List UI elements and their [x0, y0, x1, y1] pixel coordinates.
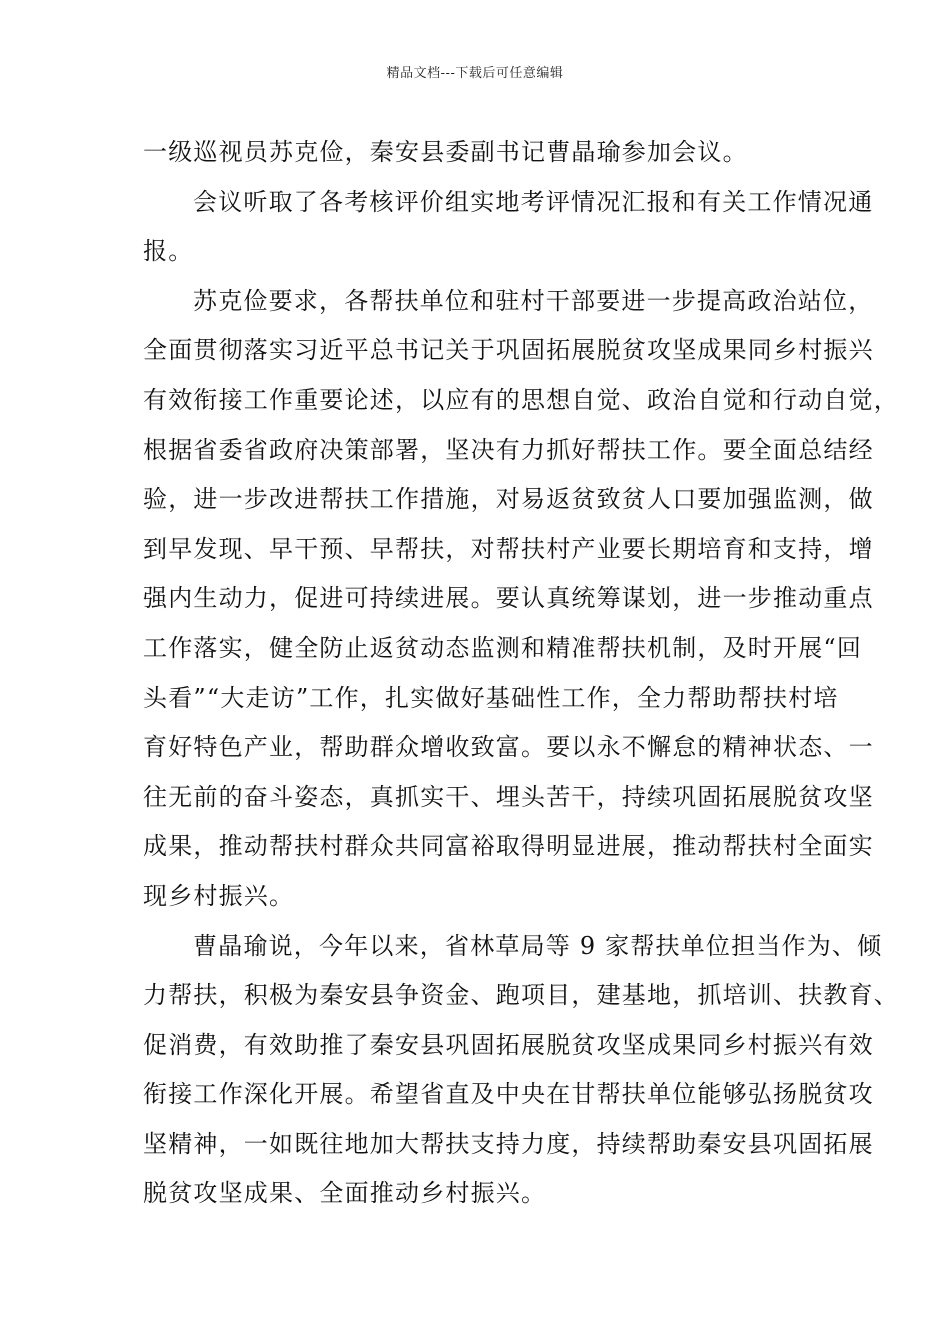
text-line: 成果，推动帮扶村群众共同富裕取得明显进展，推动帮扶村全面实: [143, 832, 874, 861]
text-line: 根据省委省政府决策部署，坚决有力抓好帮扶工作。要全面总结经: [143, 435, 874, 464]
text-line: 衔接工作深化开展。希望省直及中央在甘帮扶单位能够弘扬脱贫攻: [143, 1080, 874, 1109]
text-line: 促消费，有效助推了秦安县巩固拓展脱贫攻坚成果同乡村振兴有效: [143, 1030, 874, 1059]
text-line: 头看”“大走访”工作，扎实做好基础性工作，全力帮助帮扶村培: [143, 683, 839, 712]
text-line: 坚精神，一如既往地加大帮扶支持力度，持续帮助秦安县巩固拓展: [143, 1129, 874, 1158]
text-line: 往无前的奋斗姿态，真抓实干、埋头苦干，持续巩固拓展脱贫攻坚: [143, 782, 874, 811]
text-line: 力帮扶，积极为秦安县争资金、跑项目，建基地，抓培训、扶教育、: [143, 981, 899, 1010]
text-line: 工作落实，健全防止返贫动态监测和精准帮扶机制，及时开展“回: [143, 633, 863, 662]
document-body: [143, 128, 899, 1219]
text-line: 全面贯彻落实习近平总书记关于巩固拓展脱贫攻坚成果同乡村振兴: [143, 336, 874, 365]
text-line: 到早发现、早干预、早帮扶，对帮扶村产业要长期培育和支持，增: [143, 534, 874, 563]
paragraph-3: [143, 277, 899, 922]
text-line: 曹晶瑜说，今年以来，省林草局等 9 家帮扶单位担当作为、倾: [193, 931, 883, 960]
text-line: 有效衔接工作重要论述，以应有的思想自觉、政治自觉和行动自觉，: [143, 385, 899, 414]
page-header: 精品文档---下载后可任意编辑: [386, 66, 564, 81]
text-line: 强内生动力，促进可持续进展。要认真统筹谋划，进一步推动重点: [143, 584, 874, 613]
text-line: 脱贫攻坚成果、全面推动乡村振兴。: [143, 1179, 547, 1208]
paragraph-4: [143, 922, 899, 1220]
paragraph-1: [143, 128, 823, 178]
text-line: 验，进一步改进帮扶工作措施，对易返贫致贫人口要加强监测，做: [143, 485, 874, 514]
text-line: 报。: [143, 237, 194, 266]
text-line: 育好特色产业，帮助群众增收致富。要以永不懈怠的精神状态、一: [143, 733, 874, 762]
text-line: 一级巡视员苏克俭，秦安县委副书记曹晶瑜参加会议。: [143, 138, 748, 166]
paragraph-2: [143, 178, 874, 277]
text-line: 现乡村振兴。: [143, 881, 295, 910]
text-line: 会议听取了各考核评价组实地考评情况汇报和有关工作情况通: [193, 187, 874, 216]
text-line: 苏克俭要求，各帮扶单位和驻村干部要进一步提高政治站位，: [193, 286, 874, 315]
